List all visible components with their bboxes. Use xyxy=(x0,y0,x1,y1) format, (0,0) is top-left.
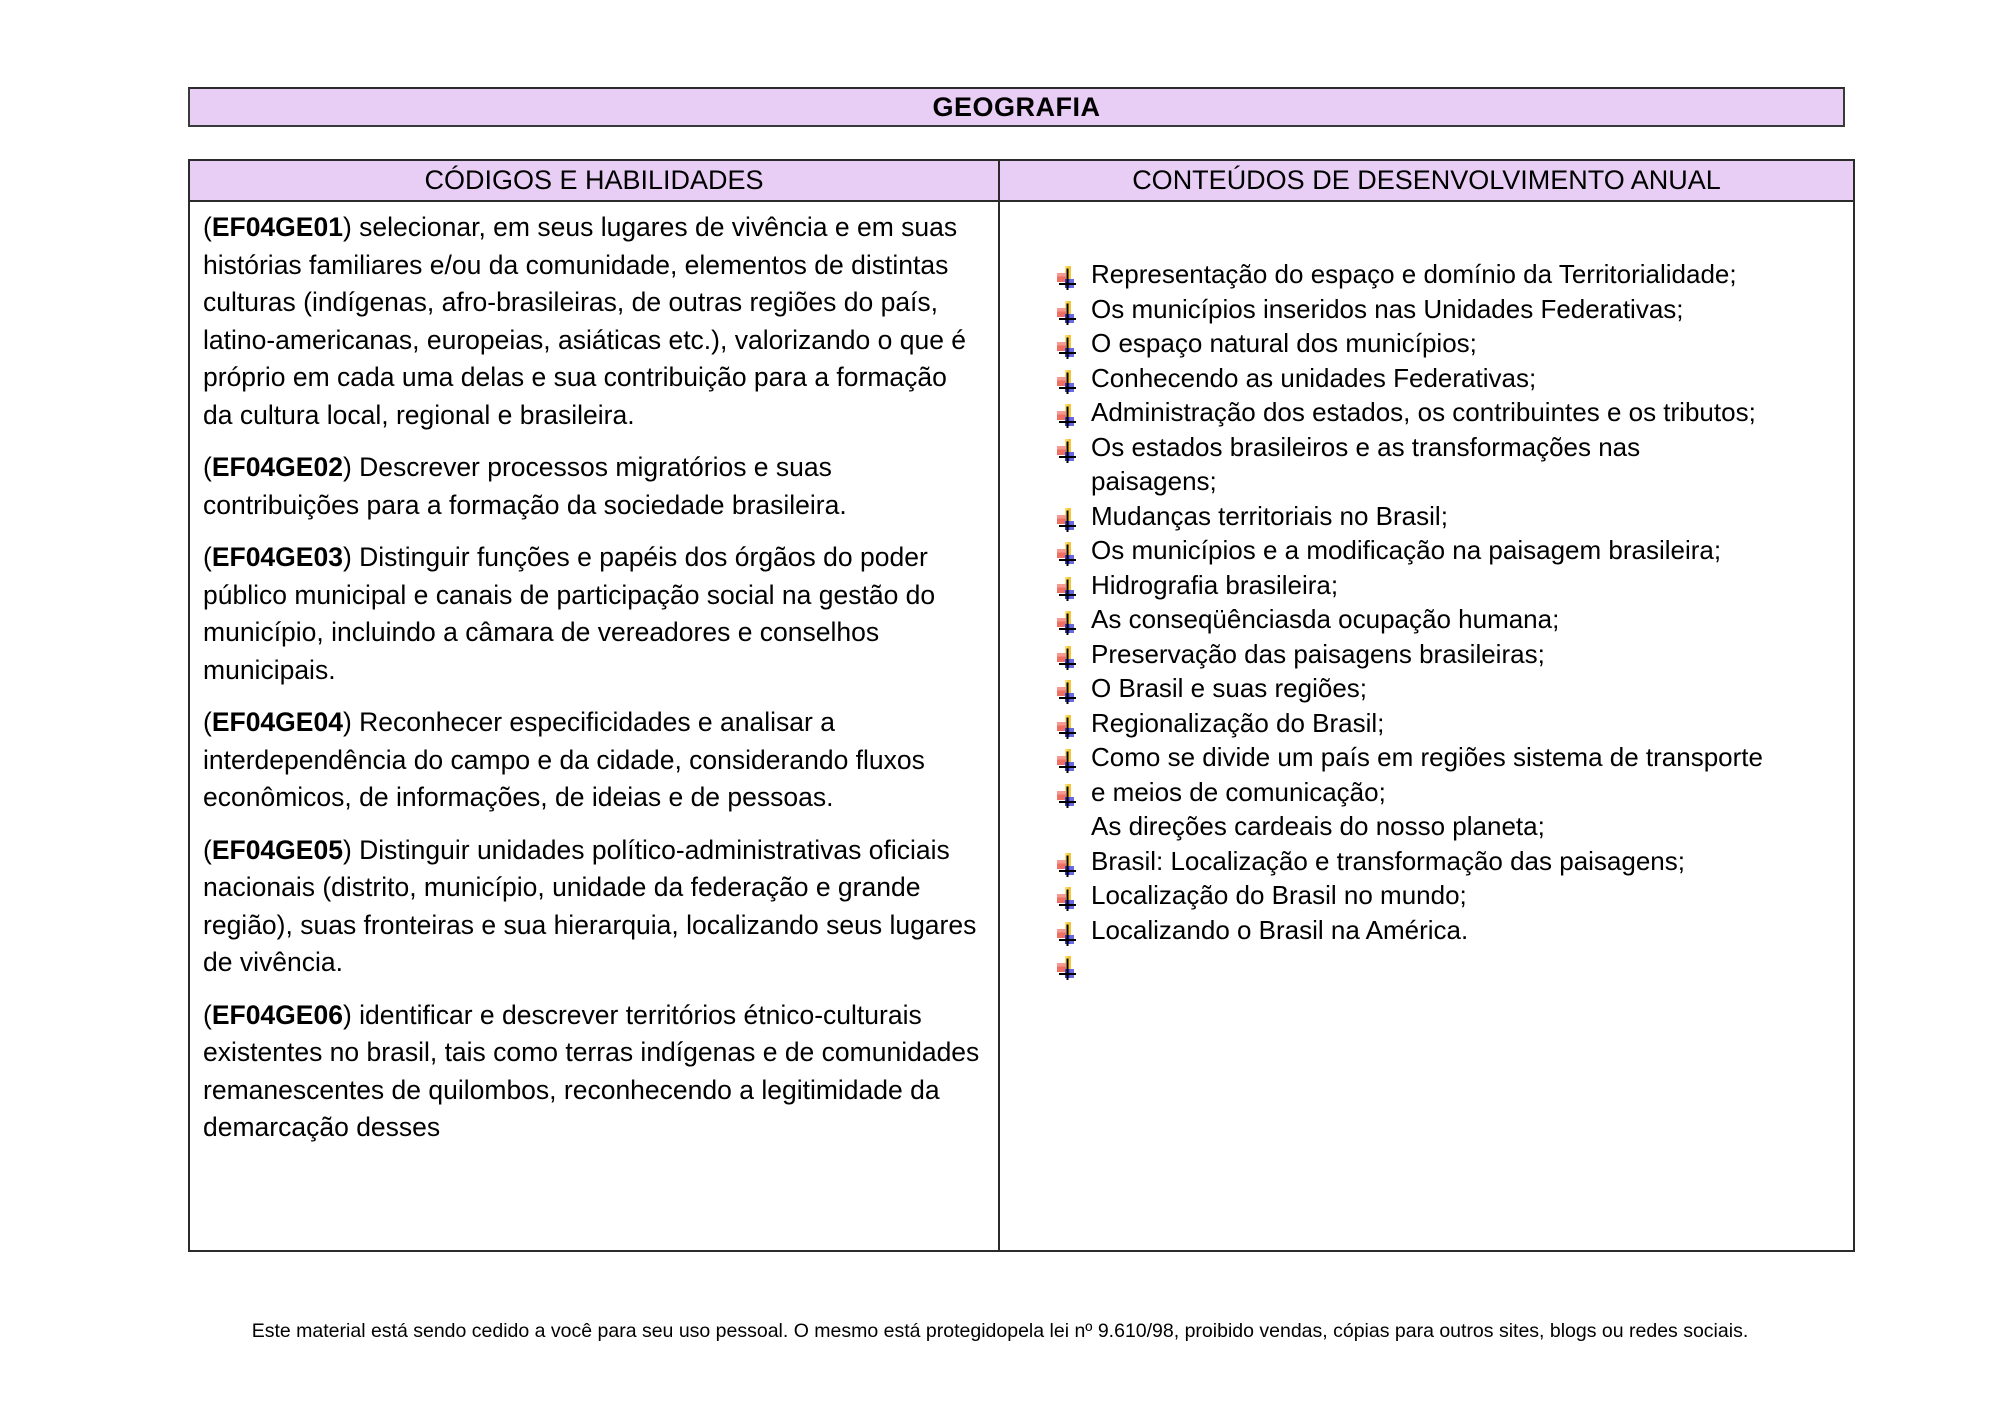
content-line xyxy=(1056,257,1845,292)
skills-cell xyxy=(190,202,1000,1250)
content-text: Como se divide um país em regiões sistema de transporte xyxy=(1091,742,1763,772)
picture-bullet-icon xyxy=(1056,680,1080,705)
skill-code: EF04GE04 xyxy=(211,707,343,737)
table-body-row xyxy=(190,202,1853,1250)
content-text: paisagens; xyxy=(1091,466,1217,496)
content-line xyxy=(1056,637,1845,672)
picture-bullet-icon xyxy=(1056,301,1080,326)
skill-paragraph-EF04GE03 xyxy=(203,539,982,689)
skill-code: EF04GE06 xyxy=(211,999,343,1030)
content-line xyxy=(1056,602,1845,637)
content-line xyxy=(1056,326,1845,361)
content-line xyxy=(1056,809,1845,844)
skill-code: EF04GE02 xyxy=(211,452,343,482)
skill-text: Distinguir unidades político-administrativas oficiais nacionais (distrito, município, unidade da federação e grande região), suas fronteiras e sua hierarquia, localizando seus lugares de vivência. xyxy=(203,834,977,977)
content-text: Localizando o Brasil na América. xyxy=(1091,914,1469,945)
skill-paragraph-EF04GE05 xyxy=(203,832,982,982)
paren: ) xyxy=(342,707,360,737)
skill-text: identificar e descrever territórios étnico-culturais existentes no brasil, tais como terras indígenas e de comunidades remanescentes de quilombos, reconhecendo a legitimidade da demarcação desses xyxy=(203,999,980,1142)
skill-code: EF04GE01 xyxy=(211,212,343,242)
picture-bullet-icon xyxy=(1056,439,1080,464)
content-text: Representação do espaço e domínio da Territorialidade; xyxy=(1091,259,1737,289)
paren: ( xyxy=(203,542,212,572)
content-text: As direções cardeais do nosso planeta; xyxy=(1091,811,1545,841)
content-text: Mudanças territoriais no Brasil; xyxy=(1091,500,1448,531)
paren: ) xyxy=(342,212,360,242)
paren: ) xyxy=(342,999,360,1030)
content-text: Localização do Brasil no mundo; xyxy=(1091,880,1467,910)
picture-bullet-icon xyxy=(1056,784,1080,809)
page-title: GEOGRAFIA xyxy=(932,91,1101,122)
picture-bullet-icon xyxy=(1056,922,1080,947)
picture-bullet-icon xyxy=(1056,749,1080,774)
column-header-conteudos: CONTEÚDOS DE DESENVOLVIMENTO ANUAL xyxy=(1132,165,1721,195)
content-text: O espaço natural dos municípios; xyxy=(1091,328,1477,358)
content-line xyxy=(1056,292,1845,327)
content-line xyxy=(1056,430,1845,465)
table-header-row xyxy=(190,161,1853,202)
picture-bullet-icon xyxy=(1056,335,1080,360)
paren: ( xyxy=(203,212,212,242)
picture-bullet-icon xyxy=(1056,887,1080,912)
paren: ) xyxy=(342,542,360,572)
content-line xyxy=(1056,464,1845,499)
skill-paragraph-EF04GE06 xyxy=(203,997,982,1147)
content-text: Preservação das paisagens brasileiras; xyxy=(1091,638,1545,669)
content-line xyxy=(1056,775,1845,810)
picture-bullet-icon xyxy=(1056,715,1080,740)
contents-cell xyxy=(1000,202,1853,1250)
paren: ( xyxy=(203,999,212,1030)
subject-title-bar xyxy=(188,87,1845,127)
content-line xyxy=(1056,533,1845,568)
content-text: Conhecendo as unidades Federativas; xyxy=(1091,362,1537,393)
skill-paragraph-EF04GE02 xyxy=(203,449,982,524)
curriculum-table xyxy=(188,159,1855,1252)
skill-paragraph-EF04GE04 xyxy=(203,704,982,817)
skill-text: selecionar, em seus lugares de vivência e em suas histórias familiares e/ou da comunidade, elementos de distintas culturas (indígenas, afro-brasileiras, de outras regiões do país, latino-americanas, europeias, asiáticas etc.), valorizando o que é próprio em cada uma delas e sua contribuição para a formação da cultura local, regional e brasileira. xyxy=(203,212,967,430)
paren: ( xyxy=(203,452,212,482)
column-header-codigos: CÓDIGOS E HABILIDADES xyxy=(190,161,1000,200)
skill-text: Reconhecer especificidades e analisar a interdependência do campo e da cidade, considerando fluxos econômicos, de informações, de ideias e de pessoas. xyxy=(203,707,925,812)
content-line xyxy=(1056,913,1845,948)
copyright-footer: Este material está sendo cedido a você para seu uso pessoal. O mesmo está protegidopela lei nº 9.610/98, proibido vendas, cópias para outros sites, blogs ou redes sociais. xyxy=(251,1320,1749,1342)
content-text: Regionalização do Brasil; xyxy=(1091,707,1385,738)
skill-text: Descrever processos migratórios e suas contribuições para a formação da sociedade brasileira. xyxy=(203,452,847,520)
picture-bullet-icon xyxy=(1056,508,1080,533)
content-line xyxy=(1056,499,1845,534)
paren: ) xyxy=(342,452,360,482)
picture-bullet-icon xyxy=(1056,577,1080,602)
bullet-spacer xyxy=(1056,818,1080,843)
picture-bullet-icon xyxy=(1056,611,1080,636)
content-text: Administração dos estados, os contribuintes e os tributos; xyxy=(1091,397,1756,427)
bullet-spacer xyxy=(1056,473,1080,498)
skill-text: Distinguir funções e papéis dos órgãos do poder público municipal e canais de participação social na gestão do município, incluindo a câmara de vereadores e conselhos municipais. xyxy=(203,542,936,685)
paren: ( xyxy=(203,834,212,865)
content-line xyxy=(1056,947,1845,982)
content-text: Brasil: Localização e transformação das paisagens; xyxy=(1091,845,1685,876)
content-line xyxy=(1056,361,1845,396)
content-line xyxy=(1056,878,1845,913)
content-line xyxy=(1056,568,1845,603)
content-text: Os municípios inseridos nas Unidades Federativas; xyxy=(1091,293,1684,324)
content-text: e meios de comunicação; xyxy=(1091,776,1386,807)
picture-bullet-icon xyxy=(1056,646,1080,671)
skill-code: EF04GE03 xyxy=(211,542,343,572)
skill-paragraph-EF04GE01 xyxy=(203,209,982,434)
picture-bullet-icon xyxy=(1056,266,1080,291)
content-line xyxy=(1056,740,1845,775)
picture-bullet-icon xyxy=(1056,853,1080,878)
content-line xyxy=(1056,671,1845,706)
content-text: As conseqüênciasda ocupação humana; xyxy=(1091,604,1560,634)
picture-bullet-icon xyxy=(1056,404,1080,429)
content-text: Hidrografia brasileira; xyxy=(1091,569,1339,600)
skill-code: EF04GE05 xyxy=(211,834,343,865)
content-text: O Brasil e suas regiões; xyxy=(1091,673,1368,703)
picture-bullet-icon xyxy=(1056,370,1080,395)
picture-bullet-icon xyxy=(1056,542,1080,567)
paren: ) xyxy=(342,834,360,865)
content-line xyxy=(1056,844,1845,879)
paren: ( xyxy=(203,707,212,737)
picture-bullet-icon xyxy=(1056,956,1080,981)
content-text: Os municípios e a modificação na paisagem brasileira; xyxy=(1091,535,1722,565)
content-line xyxy=(1056,706,1845,741)
content-line xyxy=(1056,395,1845,430)
content-text: Os estados brasileiros e as transformações nas xyxy=(1091,431,1641,462)
